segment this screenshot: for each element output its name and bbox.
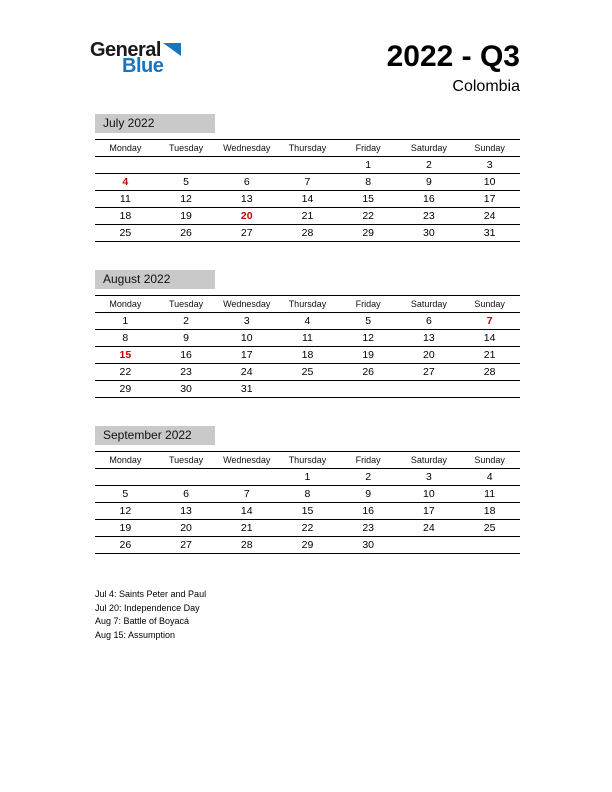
month-title: August 2022 (95, 270, 215, 289)
day-cell: 2 (399, 157, 460, 174)
day-cell: 9 (338, 486, 399, 503)
logo-triangle-icon (163, 43, 181, 56)
holiday-day-cell: 15 (95, 347, 156, 364)
day-cell: 8 (277, 486, 338, 503)
week-row (95, 347, 520, 364)
day-cell: 5 (95, 486, 156, 503)
holiday-note: Aug 7: Battle of Boyacá (95, 616, 190, 626)
day-cell: 28 (277, 225, 338, 242)
weekday-header: Thursday (277, 452, 338, 469)
day-cell: 30 (156, 381, 217, 398)
day-cell: 19 (156, 208, 217, 225)
day-cell: 24 (399, 520, 460, 537)
day-cell: 18 (95, 208, 156, 225)
title-block (387, 38, 520, 96)
empty-day-cell (156, 157, 217, 174)
day-cell: 17 (459, 191, 520, 208)
empty-day-cell (277, 157, 338, 174)
weekday-header: Thursday (277, 296, 338, 313)
day-cell: 25 (95, 225, 156, 242)
week-row (95, 537, 520, 554)
day-cell: 27 (399, 364, 460, 381)
day-cell: 21 (216, 520, 277, 537)
day-cell: 4 (459, 469, 520, 486)
holiday-day-cell: 20 (216, 208, 277, 225)
weekday-header: Thursday (277, 140, 338, 157)
day-cell: 22 (338, 208, 399, 225)
weekday-header: Friday (338, 140, 399, 157)
day-cell: 19 (95, 520, 156, 537)
day-cell: 22 (277, 520, 338, 537)
week-row (95, 313, 520, 330)
month-title: September 2022 (95, 426, 215, 445)
day-cell: 24 (459, 208, 520, 225)
day-cell: 1 (338, 157, 399, 174)
empty-day-cell (277, 381, 338, 398)
day-cell: 21 (459, 347, 520, 364)
weekday-header: Sunday (459, 140, 520, 157)
weekday-header: Saturday (399, 452, 460, 469)
week-row (95, 503, 520, 520)
week-row (95, 191, 520, 208)
day-cell: 3 (399, 469, 460, 486)
day-cell: 27 (156, 537, 217, 554)
day-cell: 13 (156, 503, 217, 520)
empty-day-cell (338, 381, 399, 398)
empty-day-cell (459, 381, 520, 398)
holiday-notes (95, 588, 520, 642)
day-cell: 15 (338, 191, 399, 208)
empty-day-cell (216, 157, 277, 174)
day-cell: 23 (399, 208, 460, 225)
day-cell: 9 (156, 330, 217, 347)
day-cell: 30 (338, 537, 399, 554)
day-cell: 22 (95, 364, 156, 381)
day-cell: 3 (216, 313, 277, 330)
day-cell: 11 (277, 330, 338, 347)
weekday-header: Sunday (459, 296, 520, 313)
day-cell: 31 (459, 225, 520, 242)
week-row (95, 486, 520, 503)
day-cell: 3 (459, 157, 520, 174)
day-cell: 12 (338, 330, 399, 347)
empty-day-cell (156, 469, 217, 486)
empty-day-cell (95, 469, 156, 486)
general-blue-logo (90, 38, 181, 76)
week-row (95, 381, 520, 398)
day-cell: 30 (399, 225, 460, 242)
day-cell: 12 (95, 503, 156, 520)
holiday-note: Jul 20: Independence Day (95, 602, 200, 613)
day-cell: 29 (338, 225, 399, 242)
day-cell: 8 (95, 330, 156, 347)
empty-day-cell (399, 381, 460, 398)
day-cell: 11 (459, 486, 520, 503)
day-cell: 26 (156, 225, 217, 242)
page-subtitle: Colombia (452, 78, 520, 95)
weekday-header: Tuesday (156, 140, 217, 157)
week-row (95, 225, 520, 242)
day-cell: 25 (459, 520, 520, 537)
day-cell: 10 (216, 330, 277, 347)
page-title: 2022 - Q3 (386, 40, 520, 73)
weekday-header: Monday (95, 296, 156, 313)
week-row (95, 157, 520, 174)
day-cell: 25 (277, 364, 338, 381)
holiday-day-cell: 7 (459, 313, 520, 330)
months-section (95, 114, 520, 554)
weekday-header: Monday (95, 452, 156, 469)
weekday-header: Monday (95, 140, 156, 157)
weekday-header-row (95, 452, 520, 469)
day-cell: 15 (277, 503, 338, 520)
day-cell: 27 (216, 225, 277, 242)
day-cell: 1 (277, 469, 338, 486)
weekday-header: Tuesday (156, 296, 217, 313)
logo-text-blue: Blue (122, 55, 164, 77)
holiday-note: Jul 4: Saints Peter and Paul (95, 589, 207, 599)
day-cell: 1 (95, 313, 156, 330)
day-cell: 9 (399, 174, 460, 191)
week-row (95, 174, 520, 191)
day-cell: 12 (156, 191, 217, 208)
day-cell: 14 (277, 191, 338, 208)
day-cell: 7 (277, 174, 338, 191)
day-cell: 16 (156, 347, 217, 364)
day-cell: 7 (216, 486, 277, 503)
day-cell: 10 (399, 486, 460, 503)
day-cell: 21 (277, 208, 338, 225)
day-cell: 14 (216, 503, 277, 520)
day-cell: 4 (277, 313, 338, 330)
month-september (95, 426, 520, 554)
month-title: July 2022 (95, 114, 215, 133)
day-cell: 13 (399, 330, 460, 347)
day-cell: 6 (156, 486, 217, 503)
day-cell: 20 (156, 520, 217, 537)
weekday-header: Saturday (399, 140, 460, 157)
calendar-table (95, 451, 520, 554)
weekday-header: Wednesday (216, 140, 277, 157)
day-cell: 28 (459, 364, 520, 381)
day-cell: 2 (156, 313, 217, 330)
weekday-header: Tuesday (156, 452, 217, 469)
day-cell: 18 (277, 347, 338, 364)
day-cell: 26 (95, 537, 156, 554)
calendar-table (95, 139, 520, 242)
day-cell: 26 (338, 364, 399, 381)
holiday-note: Aug 15: Assumption (95, 629, 176, 640)
day-cell: 10 (459, 174, 520, 191)
day-cell: 11 (95, 191, 156, 208)
day-cell: 16 (338, 503, 399, 520)
day-cell: 19 (338, 347, 399, 364)
week-row (95, 208, 520, 225)
empty-day-cell (95, 157, 156, 174)
holiday-day-cell: 4 (95, 174, 156, 191)
day-cell: 16 (399, 191, 460, 208)
day-cell: 14 (459, 330, 520, 347)
weekday-header: Wednesday (216, 296, 277, 313)
day-cell: 6 (399, 313, 460, 330)
weekday-header-row (95, 140, 520, 157)
day-cell: 29 (95, 381, 156, 398)
weekday-header: Wednesday (216, 452, 277, 469)
page-header (90, 38, 520, 100)
day-cell: 5 (156, 174, 217, 191)
logo-text-general: General (90, 39, 161, 61)
week-row (95, 469, 520, 486)
day-cell: 5 (338, 313, 399, 330)
calendar-table (95, 295, 520, 398)
day-cell: 8 (338, 174, 399, 191)
day-cell: 13 (216, 191, 277, 208)
week-row (95, 520, 520, 537)
empty-day-cell (459, 537, 520, 554)
week-row (95, 330, 520, 347)
day-cell: 23 (338, 520, 399, 537)
empty-day-cell (216, 469, 277, 486)
weekday-header-row (95, 296, 520, 313)
month-july (95, 114, 520, 242)
day-cell: 17 (216, 347, 277, 364)
weekday-header: Friday (338, 296, 399, 313)
month-august (95, 270, 520, 398)
day-cell: 2 (338, 469, 399, 486)
day-cell: 23 (156, 364, 217, 381)
weekday-header: Friday (338, 452, 399, 469)
day-cell: 31 (216, 381, 277, 398)
day-cell: 29 (277, 537, 338, 554)
day-cell: 18 (459, 503, 520, 520)
day-cell: 6 (216, 174, 277, 191)
day-cell: 28 (216, 537, 277, 554)
day-cell: 20 (399, 347, 460, 364)
week-row (95, 364, 520, 381)
day-cell: 24 (216, 364, 277, 381)
day-cell: 17 (399, 503, 460, 520)
weekday-header: Sunday (459, 452, 520, 469)
weekday-header: Saturday (399, 296, 460, 313)
empty-day-cell (399, 537, 460, 554)
